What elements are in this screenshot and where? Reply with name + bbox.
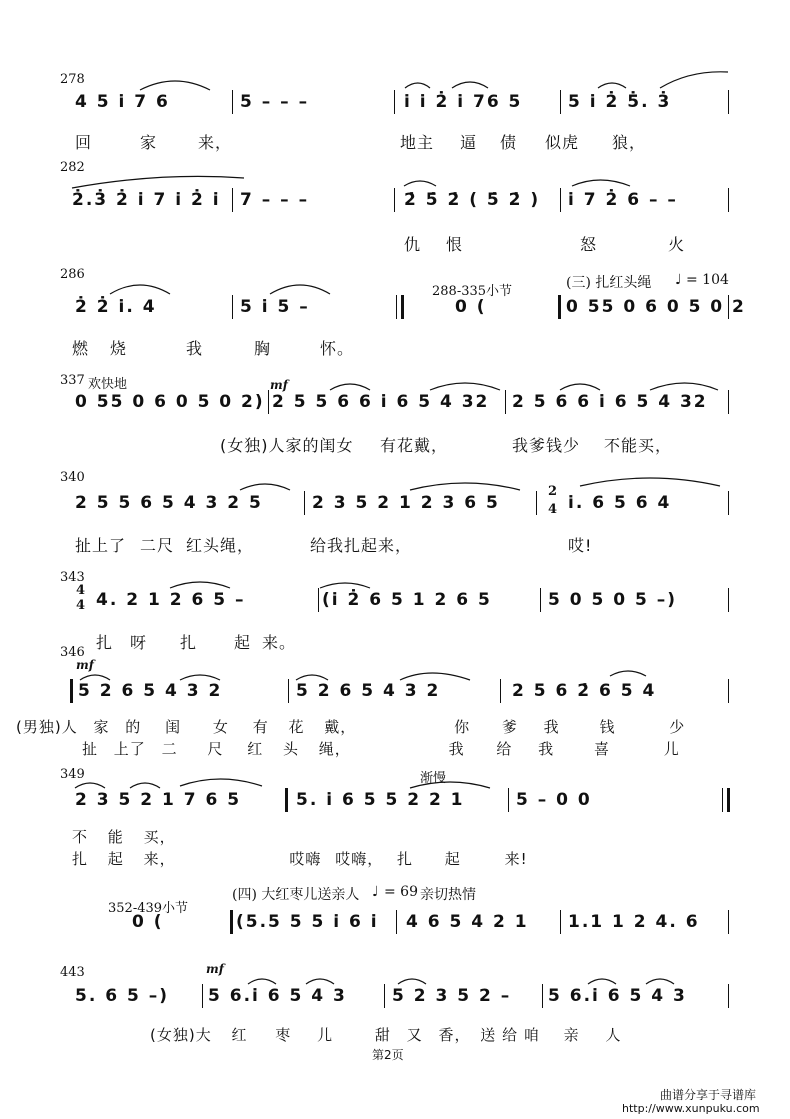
slur [598,83,626,88]
notation-measure: 5 0 5 0 5 –) [548,590,678,610]
lyric: 又 [406,1026,423,1044]
lyric: 恨 [446,235,464,254]
notation-measure: i̇. 6 5 6 4 [568,493,672,513]
lyric: 起 [107,850,124,868]
lyric: 哎嗨 [289,850,322,868]
slur [180,779,262,786]
lyric: 亲 [563,1026,580,1044]
lyric: 起 [444,850,461,868]
lyric: 咱 [523,1026,540,1044]
time-signature-top: 2 [548,484,558,499]
notation-measure: 2 5 6 2̇ 6 5 4 [512,681,657,701]
slur [410,782,490,788]
lyric: 甜 [374,1026,391,1044]
lyric: 的 [125,718,142,736]
lyric: 送 [480,1026,497,1044]
quarter-note-icon: ♩ [675,272,682,288]
slur [306,979,334,984]
lyric: 钱 [599,718,616,736]
lyric: 儿 [317,1026,334,1044]
slur [650,383,718,390]
slur [72,176,244,188]
lyric: 香， [438,1026,471,1044]
notation-measure: 5 2 3 5 2 – [392,986,512,1006]
measure-number: 343 [60,570,85,585]
lyric: 债 [500,133,518,152]
expression-text: 欢快地 [88,377,128,392]
lyric: 红 [247,740,264,758]
lyric: 怀。 [320,339,355,358]
lyric: 呀 [130,633,148,652]
lyric: 火 [668,235,686,254]
lyric: 扎 [180,633,198,652]
quarter-note-icon: ♩ [372,884,379,900]
lyric: 地主 [400,133,435,152]
lyric: 给 [496,740,513,758]
slur [660,72,728,88]
notation-measure: 0 ( [132,912,164,932]
slur [646,979,674,984]
slur [330,384,370,390]
section-heading: (四) 大红枣儿送亲人 [232,887,360,903]
page-number: 第2页 [372,1048,404,1062]
slur [75,783,105,788]
measure-number: 346 [60,645,85,660]
slur [180,675,220,680]
notation-measure: 5 6.i̇ 6 5 4 3 [548,986,687,1006]
lyric: 起 [234,633,252,652]
lyric: 来。 [262,633,297,652]
lyric: 仇 [404,235,422,254]
notation-measure: 2̇.3̇ 2̇ i̇ 7 i̇ 2̇ i̇ [72,190,221,210]
tempo-change: 渐慢 [420,771,447,786]
lyric: 来! [504,850,528,868]
expression-text: 亲切热情 [420,887,476,903]
slur [80,675,110,680]
lyric: 儿 [663,740,680,758]
lyric: 戴， [324,718,357,736]
lyric: 不 [72,828,89,846]
lyric: 我 [543,718,560,736]
lyric: 怒 [580,235,598,254]
measure-number: 340 [60,470,85,485]
notation-measure: 5. 6 5 –) [75,986,169,1006]
notation-measure: (i̇ 2̇ 6 5 1 2 6 5 [322,590,492,610]
lyric: 头 [282,740,299,758]
watermark-url: http://www.xunpuku.com [622,1102,760,1115]
notation-measure: 5 – 0 0 [516,790,592,810]
slur [588,979,616,984]
lyric: 爹 [501,718,518,736]
lyric: 扯上了 [75,536,127,555]
dynamic-mark: mf [206,962,224,976]
slur [320,583,370,588]
lyric: 家 [140,133,158,152]
measure-number: 286 [60,267,85,282]
lyric: 狼， [612,133,647,152]
dynamic-mark: mf [76,658,94,672]
slur [140,81,210,90]
lyric: 花 [288,718,305,736]
time-signature-top: 4 [76,583,86,598]
slur [405,83,430,88]
notation-measure: 5 2 6 5 4 3 2 [78,681,223,701]
notation-measure: 4. 2 1 2 6 5 – [96,590,246,610]
lyric: 我 [448,740,465,758]
notation-measure: 2 3 5 2 1 2 3 6 5 [312,493,500,513]
lyric: 红 [231,1026,248,1044]
notation-measure: 2̇ 5̇ 2̇ ( 5̇ 2̇ ) [404,190,541,210]
slur [270,285,330,294]
slur [170,582,230,588]
lyric: 来， [143,850,176,868]
slur [404,181,436,186]
notation-measure: 0 ( [455,297,487,317]
notation-measure: 5 i̇ 2̇ 5̇. 3̇ [568,92,672,112]
lyric: 逼 [460,133,478,152]
notation-measure: 0 55 0 6 0 5 0 2 [566,297,746,317]
slur [296,675,328,680]
slur [560,384,600,390]
lyric: 烧 [110,339,128,358]
lyric: 来， [198,133,233,152]
measure-number: 282 [60,160,85,175]
lyric: 不能买， [604,436,673,455]
dynamic-mark: mf [270,378,288,392]
lyric: 枣 [275,1026,292,1044]
lyric: 燃 [72,339,90,358]
lyric: 哎! [568,536,593,555]
lyric: 绳， [318,740,351,758]
watermark-title: 曲谱分享于寻谱库 [660,1088,757,1102]
slur [248,979,276,984]
notation-measure: 7 – – – [240,190,310,210]
slur [130,783,160,788]
lyric: 家 [93,718,110,736]
slur [580,478,720,486]
notation-measure: 5 2 6 5 4 3 2 [296,681,441,701]
notation-measure: 4 5 i̇ 7 6 [75,92,170,112]
notation-measure: 2̇ 2̇ i̇. 4 [75,297,157,317]
notation-measure: 1.1 1 2 4. 6 [568,912,700,932]
notation-measure: 0 55 0 6 0 5 0 2) [75,392,265,412]
notation-measure: (5.5 5 5 i̇ 6 i̇ [236,912,379,932]
slur [610,671,646,676]
notation-measure: 5 i̇ 5 – [240,297,310,317]
notation-measure: 5. i̇ 6 5 5 2 2 1 [296,790,465,810]
lyric: 扎 [396,850,413,868]
tempo-marking: = 104 [686,272,729,288]
lyric: 二 [161,740,178,758]
slur [572,180,630,186]
lyric: 买， [143,828,176,846]
notation-measure: 2 5 6 6 i̇ 6 5 4 32 [512,392,708,412]
slur [452,82,488,88]
lyric: 扎 [72,850,89,868]
slur [398,979,426,984]
time-signature-bottom: 4 [76,598,86,613]
lyric: 闺 [165,718,182,736]
lyric: (女独)人家的闺女 [220,436,354,455]
lyric: 我 [186,339,204,358]
lyric: 人 [605,1026,622,1044]
rest-label: 288-335小节 [432,284,513,299]
lyric: 有花戴， [380,436,449,455]
lyric: 我爹钱少 [512,436,581,455]
rest-label: 352-439小节 [108,901,189,916]
lyric: 回 [75,133,93,152]
slur [240,484,290,490]
slur [110,285,170,294]
notation-measure: i̇ 7 2̇ 6 – – [568,190,678,210]
lyric: 扎 [96,633,114,652]
lyric: 能 [107,828,124,846]
lyric: 给我扎起来， [310,536,413,555]
lyric: 红头绳， [186,536,255,555]
notation-measure: 5 – – – [240,92,310,112]
notation-measure: 2 5 5 6 5 4 3 2 5 [75,493,263,513]
lyric: 女 [212,718,229,736]
lyric: 扯 [82,740,99,758]
slur [430,383,500,390]
lyric: 你 [454,718,471,736]
tempo-marking: = 69 [384,884,418,900]
measure-number: 349 [60,767,85,782]
lyric: 上了 [113,740,146,758]
lyric: 二尺 [140,536,175,555]
lyric: 哎嗨， [335,850,384,868]
lyric: 胸 [254,339,272,358]
measure-number: 337 [60,373,85,388]
lyric: (男独)人 [16,718,78,736]
notation-measure: 2 5 5 6 6 i̇ 6 5 4 32 [272,392,490,412]
slur [400,673,470,680]
notation-measure: 4 6 5 4 2 1 [406,912,529,932]
time-signature-bottom: 4 [548,502,558,517]
lyric: 喜 [593,740,610,758]
lyric: 少 [669,718,686,736]
notation-measure: i̇ i̇ 2̇ i̇ 76 5 [404,92,523,112]
lyric: 尺 [207,740,224,758]
measure-number: 443 [60,965,85,980]
lyric: 似虎 [545,133,580,152]
lyric: 给 [502,1026,519,1044]
section-heading: (三) 扎红头绳 [566,275,652,291]
slur [410,483,520,490]
lyric: 我 [538,740,555,758]
lyric: 有 [252,718,269,736]
notation-measure: 2 3 5 2 1 7 6 5 [75,790,242,810]
measure-number: 278 [60,72,85,87]
notation-measure: 5 6.i̇ 6 5 4 3 [208,986,347,1006]
lyric: (女独)大 [150,1026,212,1044]
